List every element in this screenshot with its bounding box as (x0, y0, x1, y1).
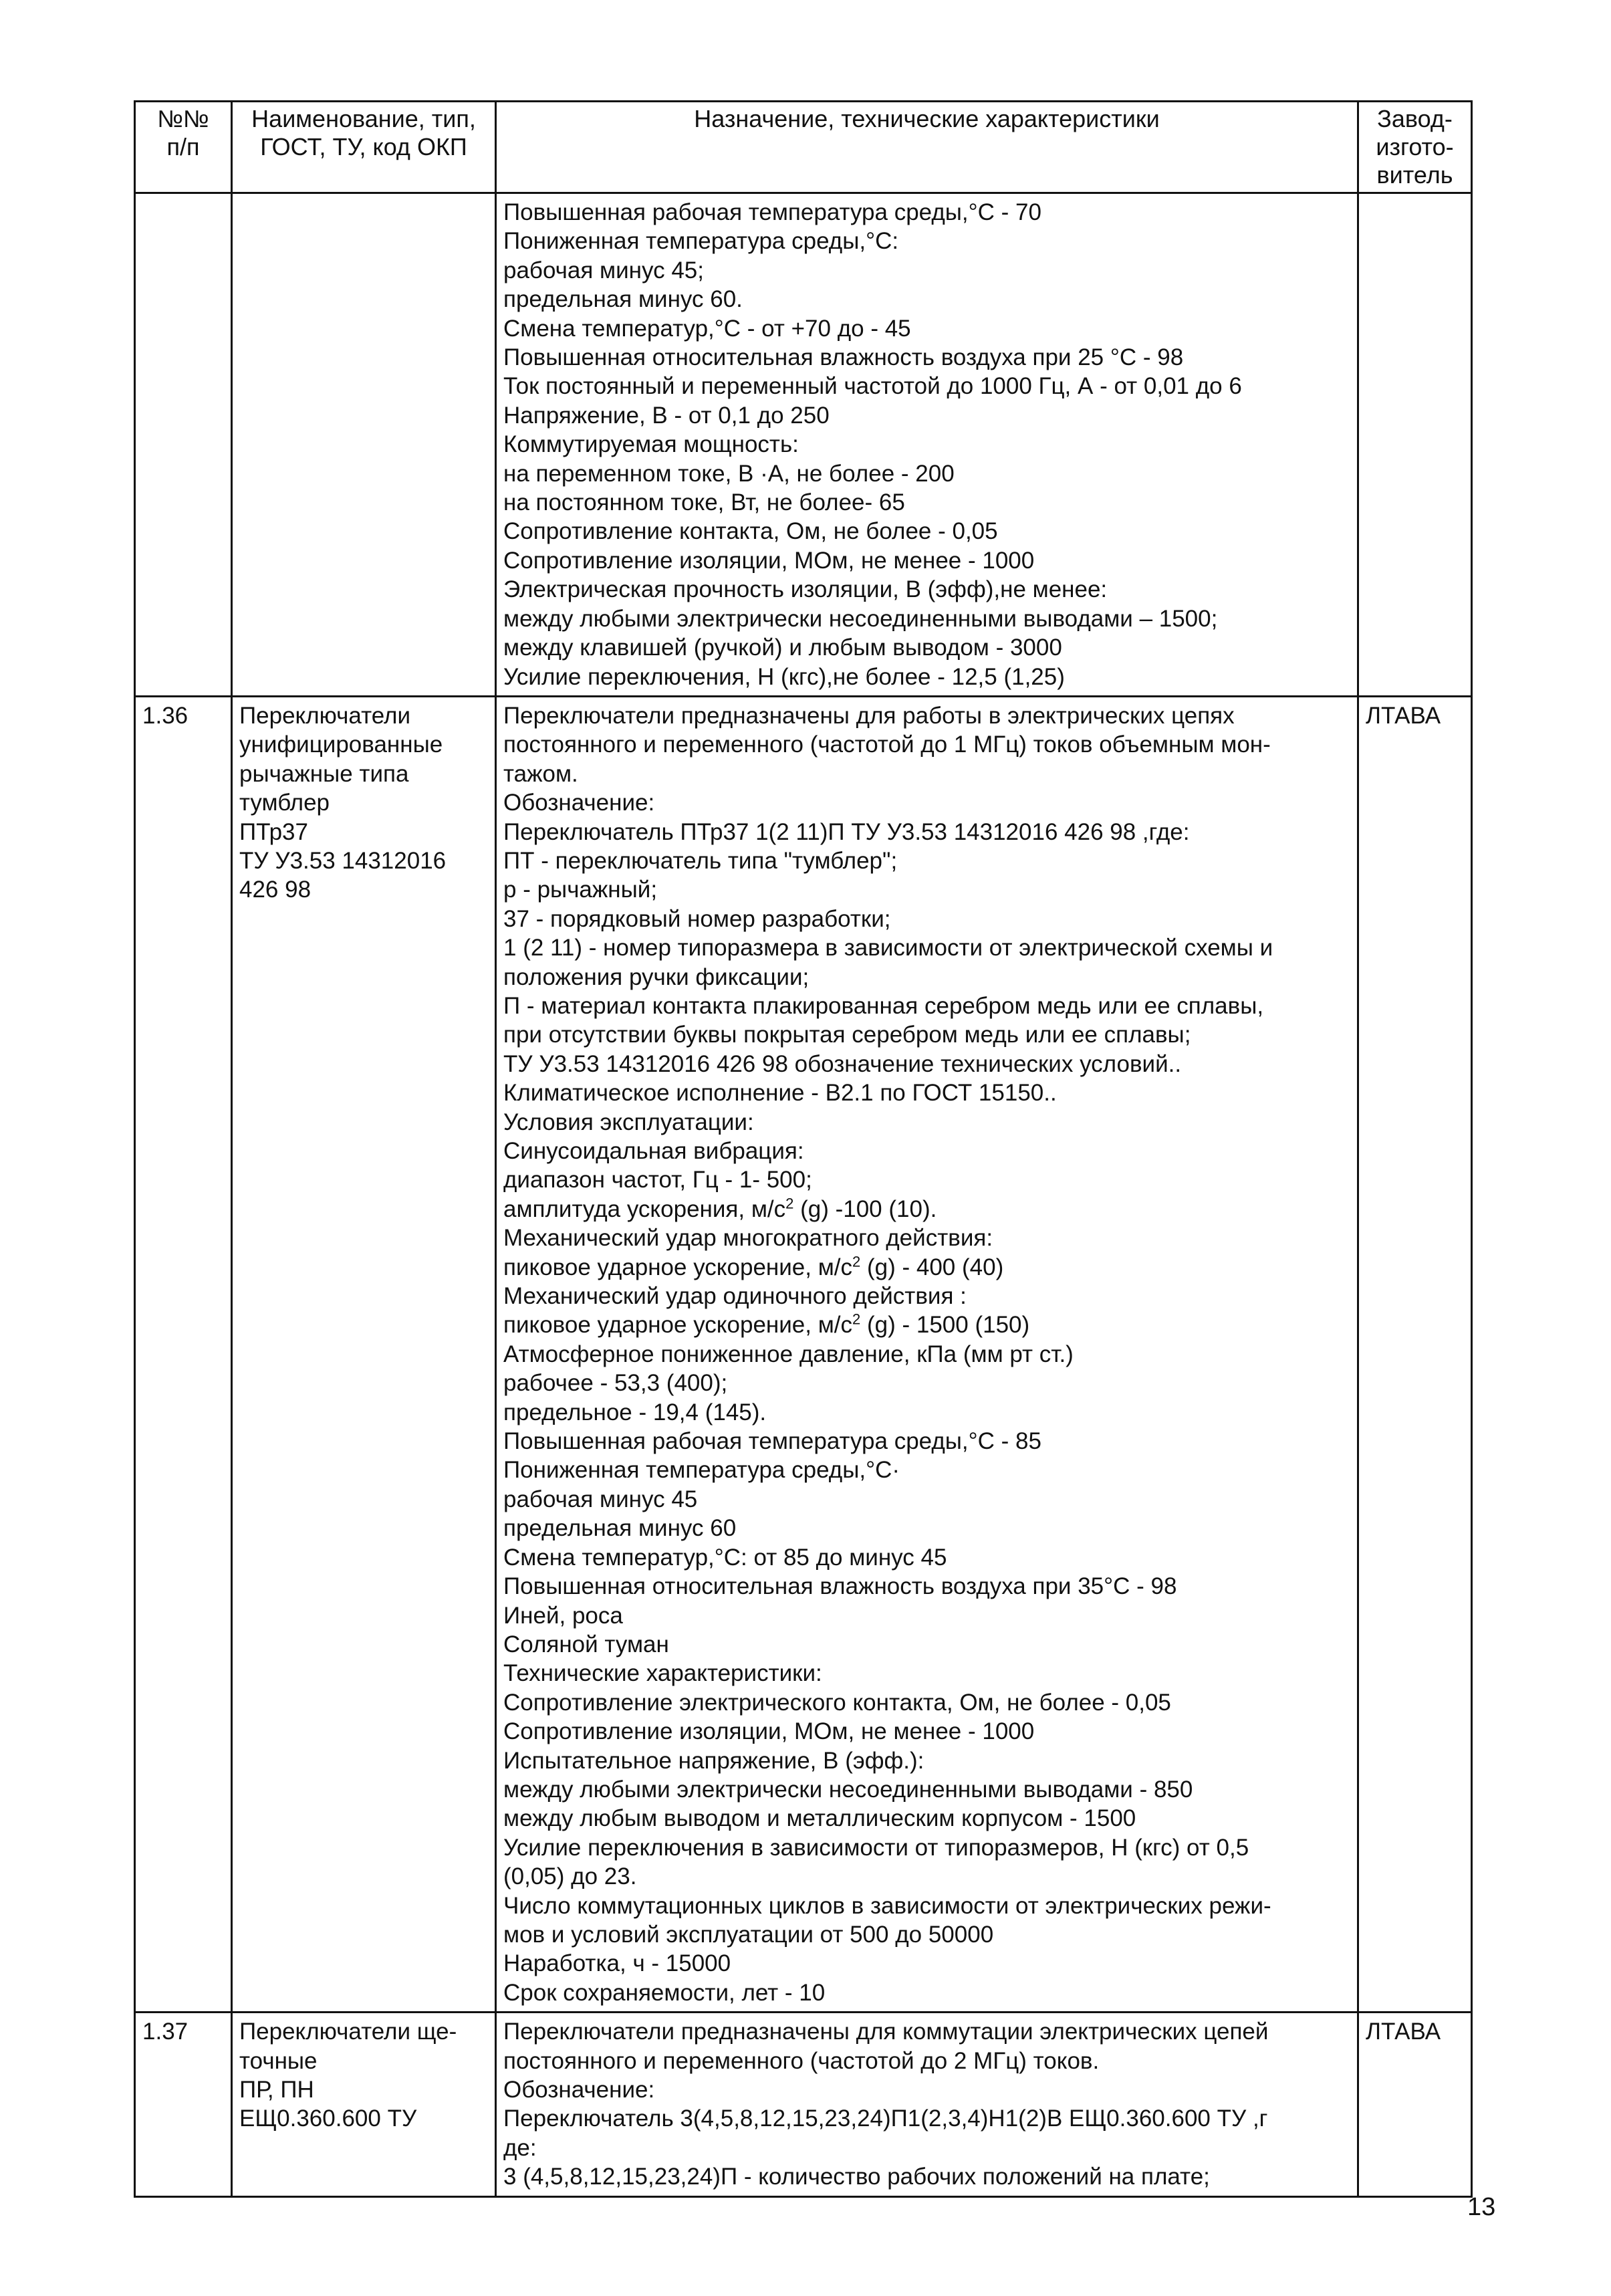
row-number-cell: 1.37 (135, 2013, 232, 2196)
description-line: Наработка, ч - 15000 (503, 1950, 731, 1977)
description-line: Сопротивление изоляции, МОм, не менее - 1000 (503, 1718, 1035, 1745)
description-line: Ток постоянный и переменный частотой до 1000 Гц, А - от 0,01 до 6 (503, 373, 1242, 400)
description-line: рабочая минус 45 (503, 1486, 698, 1512)
row-number-cell: 1.36 (135, 696, 232, 2012)
description-line: Условия эксплуатации: (503, 1109, 754, 1135)
description-line: Механический удар многократного действия: (503, 1225, 993, 1252)
description-line: рабочая минус 45; (503, 257, 704, 283)
description-line: предельная минус 60 (503, 1515, 737, 1542)
description-line: рабочее - 53,3 (400); (503, 1370, 728, 1397)
description-line: тажом. (503, 760, 578, 787)
description-line: ТУ У3.53 14312016 426 98 обозначение технических условий.. (503, 1050, 1182, 1077)
description-line: Напряжение, В - от 0,1 до 250 (503, 402, 830, 429)
description-line: 1 (2 11) - номер типоразмера в зависимости от электрической схемы и (503, 935, 1273, 961)
table-body (135, 193, 1472, 2197)
spec-table (134, 100, 1473, 2198)
description-line: (0,05) до 23. (503, 1863, 637, 1890)
row-name-cell: Переключатели унифицированные рычажные типа тумблер ПТр37 ТУ У3.53 14312016 426 98 (232, 696, 496, 2012)
description-line: Переключатели предназначены для коммутации электрических цепей (503, 2019, 1269, 2045)
description-line: положения ручки фиксации; (503, 963, 810, 990)
description-line: Усилие переключения в зависимости от типоразмеров, Н (кгс) от 0,5 (503, 1834, 1249, 1861)
description-line: Срок сохраняемости, лет - 10 (503, 1979, 826, 2006)
description-line: на постоянном токе, Вт, не более- 65 (503, 489, 905, 516)
description-line: Электрическая прочность изоляции, В (эфф),не менее: (503, 576, 1108, 603)
description-line: Переключатель ПТр37 1(2 11)П ТУ У3.53 14312016 426 98 ,где: (503, 818, 1190, 845)
description-line: пиковое ударное ускорение, $м/с^2$ (g) - 1500 (150) (503, 1310, 1030, 1339)
row-manufacturer-cell: ЛТАВА (1358, 2013, 1472, 2196)
page-number: 13 (1467, 2193, 1496, 2221)
description-line: П - материал контакта плакированная серебром медь или ее сплавы, (503, 992, 1264, 1019)
description-line: Повышенная относительная влажность воздуха при 25 °С - 98 (503, 344, 1184, 371)
description-line: Обозначение: (503, 2077, 655, 2103)
description-line: пиковое ударное ускорение, $м/с^2$ (g) - 400 (40) (503, 1252, 1004, 1280)
table-row (135, 696, 1472, 2012)
description-line: предельная минус 60. (503, 286, 743, 313)
row-description-cell (496, 2013, 1358, 2196)
description-line: Повышенная рабочая температура среды,°С - 70 (503, 199, 1041, 225)
description-line: Повышенная относительная влажность воздуха при 35°С - 98 (503, 1573, 1177, 1600)
description-line: мов и условий эксплуатации от 500 до 50000 (503, 1921, 994, 1948)
description-line: Иней, роса (503, 1602, 623, 1629)
table-row (135, 2013, 1472, 2196)
description-line: Смена температур,°С: от 85 до минус 45 (503, 1544, 947, 1571)
description-line: между любыми электрически несоединенными выводами - 850 (503, 1776, 1193, 1803)
description-line: Пониженная температура среды,°С· (503, 1457, 900, 1484)
description-line: постоянного и переменного (частотой до 1 МГц) токов объемным мон- (503, 731, 1271, 758)
header-number: №№ п/п (135, 102, 232, 193)
description-line: при отсутствии буквы покрытая серебром медь или ее сплавы; (503, 1022, 1191, 1048)
description-line: предельное - 19,4 (145). (503, 1399, 767, 1425)
description-line: амплитуда ускорения, $м/с^2$ (g) -100 (10). (503, 1195, 937, 1222)
description-line: диапазон частот, Гц - 1- 500; (503, 1167, 812, 1193)
description-line: Обозначение: (503, 790, 655, 816)
description-line: Коммутируемая мощность: (503, 431, 799, 458)
description-line: Число коммутационных циклов в зависимости от электрических режи- (503, 1892, 1271, 1919)
row-manufacturer-cell: ЛТАВА (1358, 696, 1472, 2012)
description-line: Сопротивление изоляции, МОм, не менее - 1000 (503, 547, 1035, 574)
table-row (135, 193, 1472, 697)
description-line: Пониженная температура среды,°С: (503, 228, 899, 255)
description-line: Переключатель 3(4,5,8,12,15,23,24)П1(2,3,4)Н1(2)В ЕЩ0.360.600 ТУ ,г (503, 2105, 1268, 2132)
description-line: ПТ - переключатель типа "тумблер"; (503, 847, 898, 874)
row-name-cell (232, 193, 496, 697)
row-number-cell (135, 193, 232, 697)
row-description-cell (496, 193, 1358, 697)
description-line: Повышенная рабочая температура среды,°С - 85 (503, 1428, 1041, 1455)
description-line: де: (503, 2134, 537, 2161)
description-line: постоянного и переменного (частотой до 2 МГц) токов. (503, 2047, 1100, 2074)
description-line: Климатическое исполнение - В2.1 по ГОСТ 15150.. (503, 1080, 1057, 1107)
header-description: Назначение, технические характеристики (496, 102, 1358, 193)
description-line: на переменном токе, В ·А, не более - 200 (503, 460, 955, 487)
description-line: Переключатели предназначены для работы в электрических цепях (503, 702, 1235, 729)
description-line: Синусоидальная вибрация: (503, 1138, 804, 1164)
description-line: Соляной туман (503, 1631, 669, 1657)
header-name: Наименование, тип, ГОСТ, ТУ, код ОКП (232, 102, 496, 193)
description-line: Механический удар одиночного действия : (503, 1283, 967, 1310)
table-header-row (135, 102, 1472, 193)
description-line: Атмосферное пониженное давление, кПа (мм рт ст.) (503, 1341, 1074, 1367)
description-line: Сопротивление контакта, Ом, не более - 0,05 (503, 518, 998, 545)
description-line: Усилие переключения, Н (кгс),не более - 12,5 (1,25) (503, 663, 1065, 690)
row-description-cell (496, 696, 1358, 2012)
description-line: р - рычажный; (503, 877, 658, 903)
row-manufacturer-cell (1358, 193, 1472, 697)
description-line: Испытательное напряжение, В (эфф.): (503, 1747, 924, 1774)
description-line: Технические характеристики: (503, 1660, 822, 1687)
header-manufacturer: Завод- изгото- витель (1358, 102, 1472, 193)
description-line: между клавишей (ручкой) и любым выводом - 3000 (503, 635, 1062, 661)
description-line: Смена температур,°С - от +70 до - 45 (503, 315, 911, 342)
description-line: 3 (4,5,8,12,15,23,24)П - количество рабочих положений на плате; (503, 2164, 1210, 2190)
description-line: Сопротивление электрического контакта, Ом, не более - 0,05 (503, 1689, 1171, 1716)
row-name-cell: Переключатели ще- точные ПР, ПН ЕЩ0.360.600 ТУ (232, 2013, 496, 2196)
description-line: между любыми электрически несоединенными выводами – 1500; (503, 605, 1218, 632)
description-line: 37 - порядковый номер разработки; (503, 905, 891, 932)
description-line: между любым выводом и металлическим корпусом - 1500 (503, 1805, 1136, 1832)
